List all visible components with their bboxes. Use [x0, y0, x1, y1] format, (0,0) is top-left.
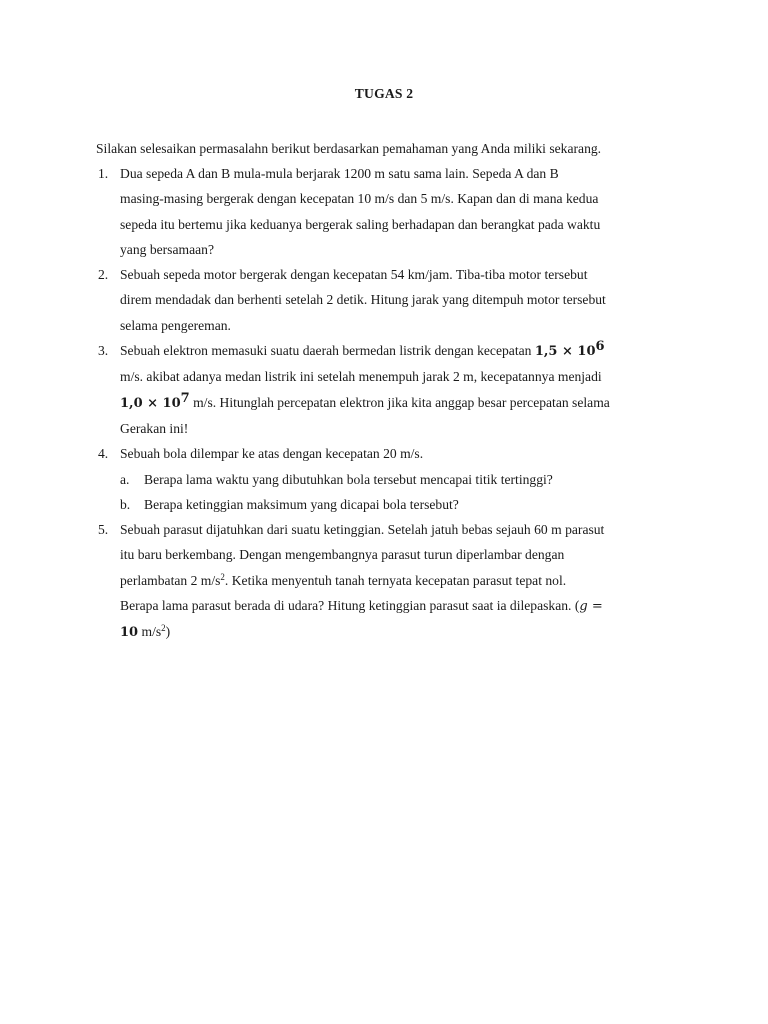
question-5-text: . Ketika menyentuh tanah ternyata kecepatan parasut tepat nol. [224, 572, 567, 588]
page-title: TUGAS 2 [354, 86, 414, 101]
question-5-text: perlambatan 2 m/s [120, 572, 221, 588]
question-4-subitem-b [120, 492, 676, 517]
question-4 [96, 441, 676, 517]
question-2-line-3: selama pengereman. [120, 317, 231, 333]
question-3-line-1 [120, 338, 676, 364]
question-1-line-2: masing-masing bergerak dengan kecepatan 10 m/s dan 5 m/s. Kapan dan di mana kedua [120, 191, 599, 207]
question-list [96, 161, 676, 646]
exponent: 2 [220, 571, 225, 582]
question-5-line-1: Sebuah parasut dijatuhkan dari suatu ketinggian. Setelah jatuh bebas sejauh 60 m parasut [120, 522, 605, 538]
question-number: 5. [98, 522, 109, 538]
exponent: 2 [161, 623, 166, 634]
question-3 [96, 338, 676, 441]
subitem-label: b. [120, 496, 131, 512]
question-5-line-5 [120, 619, 676, 645]
velocity-initial-math: 1,5 × 10 [534, 344, 596, 360]
question-2-line-2: direm mendadak dan berhenti setelah 2 detik. Hitung jarak yang ditempuh motor tersebut [120, 292, 606, 308]
question-number: 1. [98, 166, 109, 181]
closing-paren: ) [165, 624, 171, 640]
question-3-line-2: m/s. akibat adanya medan listrik ini setelah menempuh jarak 2 m, kecepatannya menjadi [120, 369, 602, 385]
question-1-line-3: sepeda itu bertemu jika keduanya bergerak saling berhadapan dan berangkat pada waktu [120, 216, 601, 232]
question-5-line-3 [120, 568, 676, 593]
exponent: 7 [180, 390, 190, 406]
intro-paragraph: Silakan selesaikan permasalahn berikut berdasarkan pemahaman yang Anda miliki sekarang. [96, 141, 602, 156]
exponent: 6 [595, 339, 605, 355]
question-number: 2. [98, 267, 109, 283]
question-number: 4. [98, 446, 109, 462]
question-5-line-4 [120, 593, 676, 619]
question-2 [96, 262, 676, 338]
question-number: 3. [98, 343, 109, 359]
question-3-text: Sebuah elektron memasuki suatu daerah bermedan listrik dengan kecepatan [120, 343, 535, 359]
question-3-line-4: Gerakan ini! [120, 420, 189, 436]
question-5 [96, 517, 676, 645]
velocity-final-math: 1,0 × 10 [120, 395, 181, 411]
question-4-subitem-a [120, 467, 676, 492]
question-3-line-3 [120, 390, 676, 416]
subitem-label: a. [120, 471, 130, 487]
question-3-text: m/s. Hitunglah percepatan elektron jika kita anggap besar percepatan selama [189, 394, 610, 410]
gravity-value-math: 10 [120, 625, 139, 641]
question-5-line-2: itu baru berkembang. Dengan mengembangnya parasut turun diperlambar dengan [120, 547, 565, 563]
subitem-text: Berapa lama waktu yang dibutuhkan bola tersebut mencapai titik tertinggi? [144, 471, 553, 487]
question-2-line-1: Sebuah sepeda motor bergerak dengan kecepatan 54 km/jam. Tiba-tiba motor tersebut [120, 267, 588, 283]
gravity-math: g = [579, 599, 603, 615]
subitem-text: Berapa ketinggian maksimum yang dicapai bola tersebut? [144, 496, 459, 512]
gravity-unit: m/s [138, 624, 162, 640]
question-5-text: Berapa lama parasut berada di udara? Hitung ketinggian parasut saat ia dilepaskan. ( [120, 598, 580, 614]
question-1-line-4: yang bersamaan? [120, 241, 214, 257]
question-1 [96, 161, 676, 262]
question-4-text: Sebuah bola dilempar ke atas dengan kecepatan 20 m/s. [120, 446, 424, 462]
question-1-line-1: Dua sepeda A dan B mula-mula berjarak 1200 m satu sama lain. Sepeda A dan B [120, 166, 559, 181]
